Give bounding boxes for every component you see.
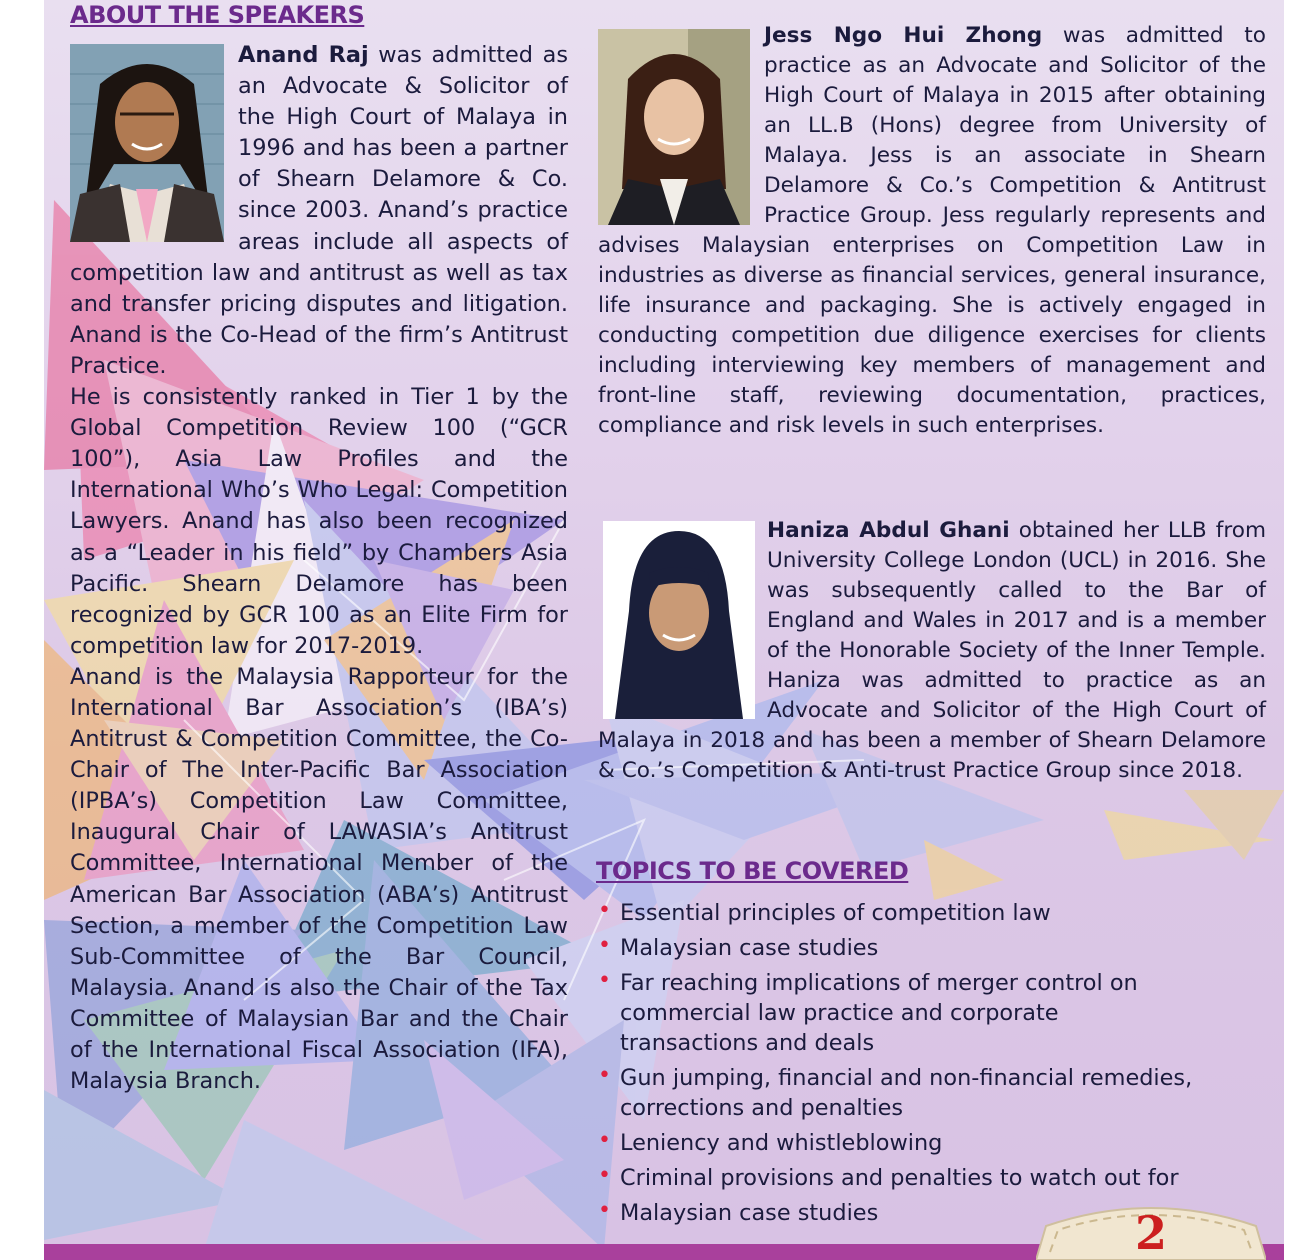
topic-item: • Gun jumping, financial and non-financial remedies, corrections and penalties bbox=[598, 1063, 1193, 1121]
about-speakers-heading: ABOUT THE SPEAKERS bbox=[70, 1, 365, 29]
bullet-icon: • bbox=[598, 1163, 611, 1188]
anand-raj-bio-3: Anand is the Malaysia Rapporteur for the International Bar Association’s (IBA’s) Antitrust & Competition Committee, the Co-Chair of The Inter-Pacific Bar Association (IPBA’s) Competition Law Committee, Inaugural Chair of LAWASIA’s Antitrust Committee, International Member of the American Bar Association (ABA’s) Antitrust Section, a member of the Competition Law Sub-Committee of the Bar Council, Malaysia. Anand is also the Chair of the Tax Committee of Malaysian Bar and the Chair of the International Fiscal Association (IFA), Malaysia Branch. bbox=[70, 663, 568, 1095]
haniza-name: Haniza Abdul Ghani bbox=[767, 518, 1010, 543]
jess-ngo-photo bbox=[598, 29, 750, 225]
topic-item: • Malaysian case studies bbox=[598, 933, 879, 961]
topic-item: • Leniency and whistleblowing bbox=[598, 1128, 943, 1156]
topics-heading: TOPICS TO BE COVERED bbox=[596, 857, 909, 885]
topic-item: • Essential principles of competition law bbox=[598, 898, 1051, 926]
bullet-icon: • bbox=[598, 1198, 611, 1223]
speaker-jess-ngo bbox=[598, 21, 1266, 441]
brochure-page bbox=[44, 0, 1284, 1260]
anand-raj-bio-2: He is consistently ranked in Tier 1 by the Global Competition Review 100 (“GCR 100”), Asia Law Profiles and the International Who’s Who Legal: Competition Lawyers. Anand has also been recognized as a “Leader in his field” by Chambers Asia Pacific. Shearn Delamore has been recognized by GCR 100 as an Elite Firm for competition law for 2017-2019. bbox=[70, 384, 568, 659]
page-number: 2 bbox=[1134, 1206, 1167, 1260]
anand-raj-photo bbox=[70, 44, 224, 242]
haniza-bio: Haniza Abdul Ghani obtained her LLB from University College London (UCL) in 2016. She was subsequently called to the Bar of England and Wales in 2017 and is a member of the Honorable Society of the Inner Temple. Haniza was admitted to practice as an Advocate and Solicitor of the High Court of Malaya in 2018 and has been a member of Shearn Delamore & Co.’s Competition & Anti-trust Practice Group since 2018. bbox=[598, 518, 1266, 783]
bullet-icon: • bbox=[598, 898, 611, 923]
jess-ngo-name: Jess Ngo Hui Zhong bbox=[764, 23, 1043, 48]
anand-raj-bio-1: Anand Raj was admitted as an Advocate & Solicitor of the High Court of Malaya in 1996 and has been a partner of Shearn Delamore & Co. since 2003. Anand’s practice areas include all aspects of competition law and antitrust as well as tax and transfer pricing disputes and litigation. Anand is the Co-Head of the firm’s Antitrust Practice. bbox=[70, 42, 568, 379]
anand-raj-name: Anand Raj bbox=[238, 42, 369, 68]
topics-list-container bbox=[596, 898, 1264, 1233]
topic-item: • Far reaching implications of merger control on commercial law practice and corporate transactions and deals bbox=[598, 968, 1138, 1056]
bullet-icon: • bbox=[598, 933, 611, 958]
haniza-photo bbox=[603, 521, 755, 719]
bullet-icon: • bbox=[598, 1063, 611, 1088]
bullet-icon: • bbox=[598, 968, 611, 993]
topic-item: • Criminal provisions and penalties to watch out for bbox=[598, 1163, 1179, 1191]
bullet-icon: • bbox=[598, 1128, 611, 1153]
topic-item: • Malaysian case studies bbox=[598, 1198, 879, 1226]
jess-ngo-bio: Jess Ngo Hui Zhong was admitted to practice as an Advocate and Solicitor of the High Court of Malaya in 2015 after obtaining an LL.B (Hons) degree from University of Malaya. Jess is an associate in Shearn Delamore & Co.’s Competition & Antitrust Practice Group. Jess regularly represents and advises Malaysian enterprises on Competition Law in industries as diverse as financial services, general insurance, life insurance and packaging. She is actively engaged in conducting competition due diligence exercises for clients including interviewing key members of management and front-line staff, reviewing documentation, practices, compliance and risk levels in such enterprises. bbox=[598, 23, 1266, 438]
speaker-haniza-abdul-ghani bbox=[598, 516, 1266, 786]
speaker-anand-raj bbox=[70, 40, 568, 1097]
topics-list bbox=[596, 898, 1264, 1228]
